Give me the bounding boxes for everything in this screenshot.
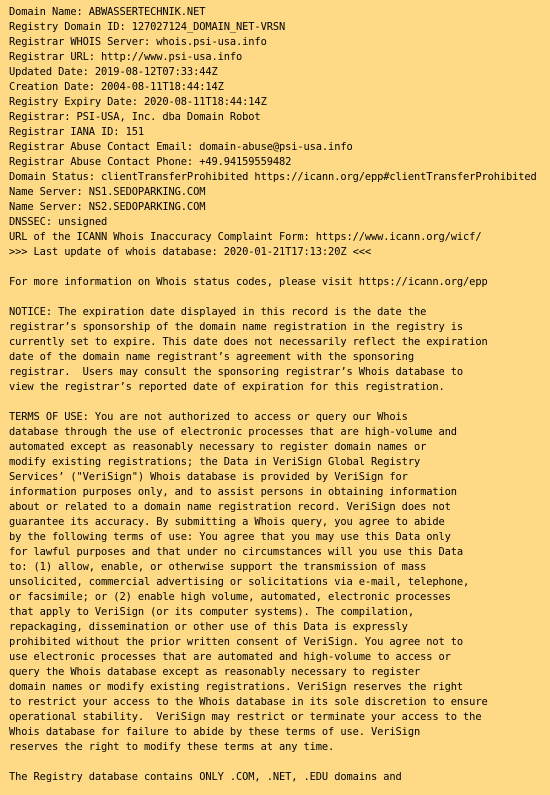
terms-line: operational stability. VeriSign may restrict or terminate your access to the [9, 711, 482, 723]
notice-line: registrar. Users may consult the sponsoring registrar’s Whois database to [9, 366, 464, 378]
notice-line: view the registrar’s reported date of expiration for this registration. [9, 381, 445, 393]
blank-line [9, 395, 545, 410]
blank-line [9, 260, 545, 275]
last-update-line: >>> Last update of whois database: 2020-01-21T17:13:20Z <<< [9, 246, 372, 258]
name-server-line: Name Server: NS1.SEDOPARKING.COM [9, 186, 206, 198]
status-info-line: For more information on Whois status codes, please visit https://icann.org/epp [9, 276, 488, 288]
abuse-contact-email-line: Registrar Abuse Contact Email: domain-abuse@psi-usa.info [9, 141, 353, 153]
registrar-line: Registrar: PSI-USA, Inc. dba Domain Robot [9, 111, 261, 123]
notice-paragraph [9, 305, 545, 395]
creation-date-line: Creation Date: 2004-08-11T18:44:14Z [9, 81, 224, 93]
terms-line: about or related to a domain name registration record. VeriSign does not [9, 501, 451, 513]
terms-line: database through the use of electronic processes that are high-volume and [9, 426, 457, 438]
terms-line: or facsimile; or (2) enable high volume, automated, electronic processes [9, 591, 451, 603]
notice-line: currently set to expire. This date does not necessarily reflect the expiration [9, 336, 488, 348]
terms-line: guarantee its accuracy. By submitting a Whois query, you agree to abide [9, 516, 445, 528]
abuse-contact-phone-line: Registrar Abuse Contact Phone: +49.94159559482 [9, 156, 292, 168]
terms-line: prohibited without the prior written consent of VeriSign. You agree not to [9, 636, 464, 648]
notice-line: registrar’s sponsorship of the domain name registration in the registry is [9, 321, 464, 333]
terms-line: information purposes only, and to assist persons in obtaining information [9, 486, 457, 498]
terms-line: Whois database for failure to abide by these terms of use. VeriSign [9, 726, 421, 738]
notice-line: NOTICE: The expiration date displayed in this record is the date the [9, 306, 427, 318]
blank-line [9, 290, 545, 305]
terms-line: to: (1) allow, enable, or otherwise support the transmission of mass [9, 561, 427, 573]
registry-note-line: The Registry database contains ONLY .COM, .NET, .EDU domains and [9, 771, 402, 783]
terms-line: reserves the right to modify these terms at any time. [9, 741, 335, 753]
terms-line: query the Whois database except as reasonably necessary to register [9, 666, 421, 678]
terms-line: for lawful purposes and that under no circumstances will you use this Data [9, 546, 464, 558]
dnssec-line: DNSSEC: unsigned [9, 216, 108, 228]
notice-line: date of the domain name registrant’s agreement with the sponsoring [9, 351, 414, 363]
domain-name-line: Domain Name: ABWASSERTECHNIK.NET [9, 6, 206, 18]
terms-line: TERMS OF USE: You are not authorized to access or query our Whois [9, 411, 408, 423]
terms-line: to restrict your access to the Whois database in its sole discretion to ensure [9, 696, 488, 708]
terms-line: use electronic processes that are automated and high-volume to access or [9, 651, 451, 663]
terms-line: automated except as reasonably necessary to register domain names or [9, 441, 427, 453]
updated-date-line: Updated Date: 2019-08-12T07:33:44Z [9, 66, 218, 78]
registry-expiry-date-line: Registry Expiry Date: 2020-08-11T18:44:14Z [9, 96, 267, 108]
name-server-line: Name Server: NS2.SEDOPARKING.COM [9, 201, 206, 213]
terms-line: that apply to VeriSign (or its computer systems). The compilation, [9, 606, 414, 618]
terms-line: domain names or modify existing registrations. VeriSign reserves the right [9, 681, 464, 693]
registrar-whois-server-line: Registrar WHOIS Server: whois.psi-usa.info [9, 36, 267, 48]
domain-status-line: Domain Status: clientTransferProhibited https://icann.org/epp#clientTransferProhibited [9, 171, 537, 183]
terms-line: by the following terms of use: You agree that you may use this Data only [9, 531, 451, 543]
registrar-url-line: Registrar URL: http://www.psi-usa.info [9, 51, 243, 63]
whois-record-fields [9, 5, 545, 260]
whois-record-document [9, 5, 545, 785]
registrar-iana-id-line: Registrar IANA ID: 151 [9, 126, 144, 138]
terms-line: repackaging, dissemination or other use of this Data is expressly [9, 621, 408, 633]
terms-line: unsolicited, commercial advertising or solicitations via e-mail, telephone, [9, 576, 470, 588]
icann-complaint-url-line: URL of the ICANN Whois Inaccuracy Complaint Form: https://www.icann.org/wicf/ [9, 231, 482, 243]
terms-line: modify existing registrations; the Data in VeriSign Global Registry [9, 456, 421, 468]
registry-domain-id-line: Registry Domain ID: 127027124_DOMAIN_NET-VRSN [9, 21, 286, 33]
terms-of-use-paragraph [9, 410, 545, 755]
terms-line: Services’ ("VeriSign") Whois database is provided by VeriSign for [9, 471, 408, 483]
blank-line [9, 755, 545, 770]
